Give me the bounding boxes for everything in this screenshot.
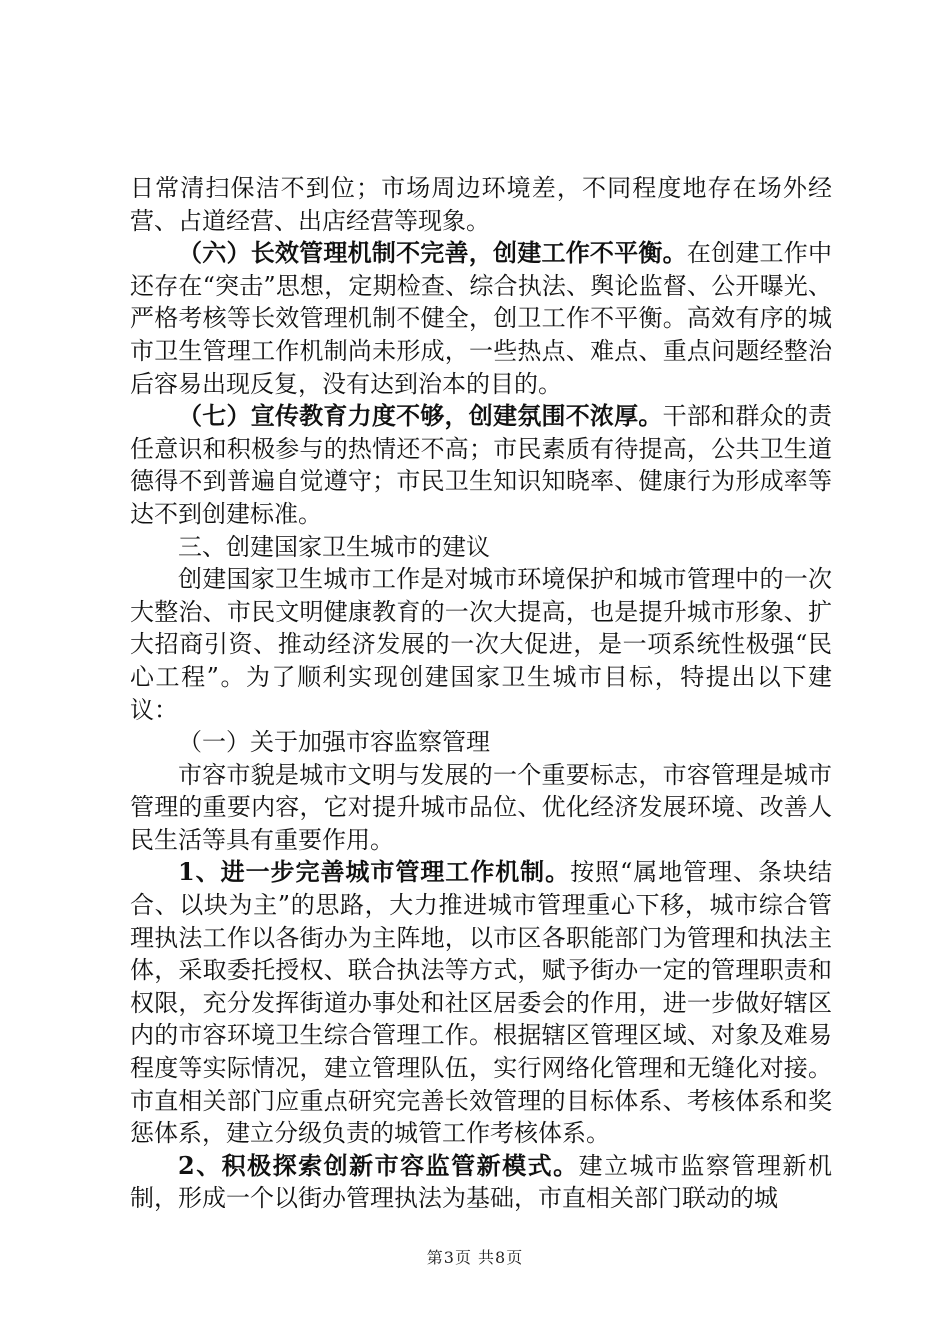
item-heading-2: 2、积极探索创新市容监管新模式。	[178, 1150, 579, 1180]
paragraph-3	[130, 400, 832, 530]
paragraph-9	[130, 1150, 832, 1215]
paragraph-text: 日常清扫保洁不到位；市场周边环境差，不同程度地存在场外经营、占道经营、出店经营等现象。	[130, 174, 832, 235]
paragraph-text: 创建国家卫生城市工作是对城市环境保护和城市管理中的一次大整治、市民文明健康教育的一次大提高，也是提升城市形象、扩大招商引资、推动经济发展的一次大促进，是一项系统性极强“民心工程”。为了顺利实现创建国家卫生城市目标，特提出以下建议：	[130, 565, 832, 724]
paragraph-2	[130, 237, 832, 400]
subsection-title-1	[130, 726, 832, 759]
paragraph-5	[130, 563, 832, 726]
page-number-footer: 第3页 共8页	[426, 1248, 524, 1267]
paragraph-text: 按照“属地管理、条块结合、以块为主”的思路，大力推进城市管理重心下移，城市综合管理执法工作以各街办为主阵地，以市区各职能部门为管理和执法主体，采取委托授权、联合执法等方式，赋予街办一定的管理职责和权限，充分发挥街道办事处和社区居委会的作用，进一步做好辖区内的市容环境卫生综合管理工作。根据辖区管理区域、对象及难易程度等实际情况，建立管理队伍，实行网络化管理和无缝化对接。市直相关部门应重点研究完善长效管理的目标体系、考核体系和奖惩体系，建立分级负责的城管工作考核体系。	[130, 858, 832, 1148]
section-heading-7: （七）宣传教育力度不够，创建氛围不浓厚。	[178, 401, 663, 431]
paragraph-8	[130, 856, 832, 1149]
section-title-text: 三、创建国家卫生城市的建议	[178, 532, 490, 561]
subsection-title-text: （一）关于加强市容监察管理	[178, 728, 490, 757]
item-heading-1: 1、进一步完善城市管理工作机制。	[178, 857, 571, 887]
paragraph-text: 建立城市监察管理新机制，形成一个以街办管理执法为基础，市直相关部门联动的城	[130, 1151, 833, 1213]
section-heading-6: （六）长效管理机制不完善，创建工作不平衡。	[178, 238, 687, 268]
paragraph-7	[130, 759, 832, 857]
paragraph-text: 在创建工作中还存在“突击”思想，定期检查、综合执法、舆论监督、公开曝光、严格考核等长效管理机制不健全，创卫工作不平衡。高效有序的城市卫生管理工作机制尚未形成，一些热点、难点、重点问题经整治后容易出现反复，没有达到治本的目的。	[130, 239, 833, 398]
document-body	[130, 172, 832, 1215]
paragraph-text: 市容市貌是城市文明与发展的一个重要标志，市容管理是城市管理的重要内容，它对提升城市品位、优化经济发展环境、改善人民生活等具有重要作用。	[130, 760, 832, 854]
paragraph-text: 干部和群众的责任意识和积极参与的热情还不高；市民素质有待提高，公共卫生道德得不到普遍自觉遵守；市民卫生知识知晓率、健康行为形成率等达不到创建标准。	[130, 402, 833, 528]
paragraph-1	[130, 172, 832, 237]
section-title-3	[130, 531, 832, 564]
